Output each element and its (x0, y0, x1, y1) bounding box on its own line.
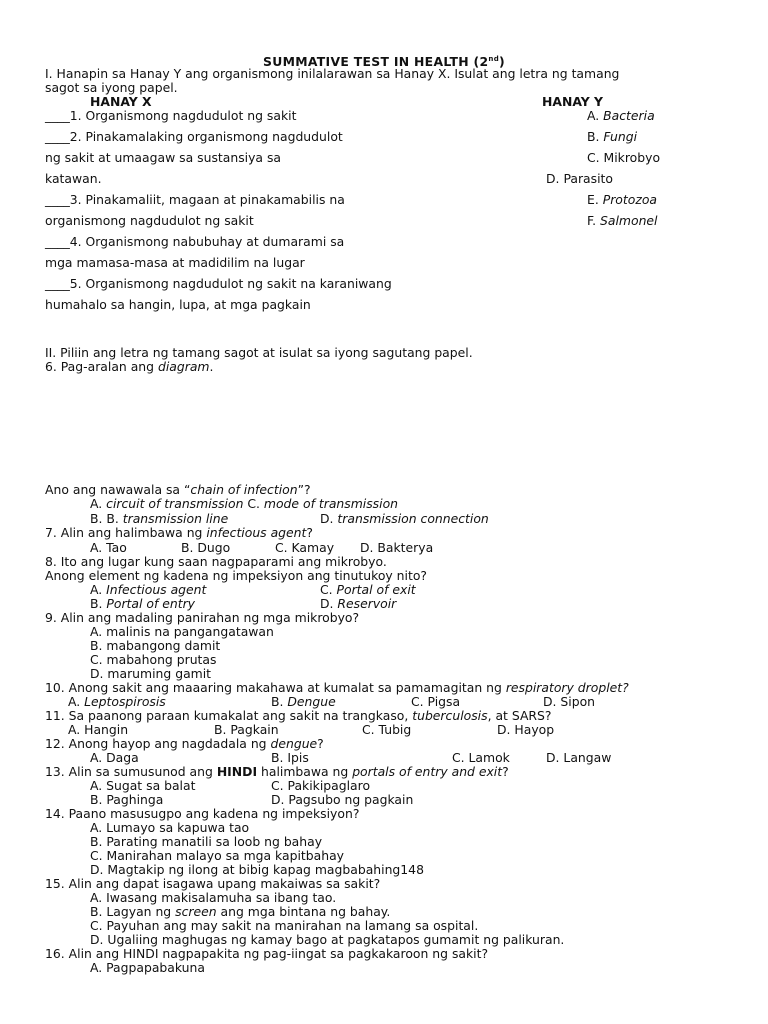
option: A. Lumayo sa kapuwa tao (90, 820, 250, 835)
question-15: 15. Alin ang dapat isagawa upang makaiwas sa sakit? (45, 876, 381, 891)
option: A. Pagpapabakuna (90, 960, 205, 975)
question-10: 10. Anong sakit ang maaaring makahawa at kumalat sa pamamagitan ng respiratory droplet? (45, 680, 629, 695)
option: A. Leptospirosis (68, 694, 166, 709)
hanay-x-item: ng sakit at umaagaw sa sustansiya sa (45, 150, 282, 165)
hanay-x-item: ____5. Organismong nagdudulot ng sakit na karaniwang (45, 276, 392, 291)
question-13: 13. Alin sa sumusunod ang HINDI halimbawa ng portals of entry and exit? (45, 764, 509, 779)
option: D. Sipon (543, 694, 596, 709)
hanay-x-item: ____4. Organismong nabubuhay at dumarami sa (45, 234, 345, 249)
option: B. mabangong damit (90, 638, 221, 653)
question-6-options: D. transmission connection (320, 511, 489, 526)
option: B. Dugo (181, 540, 231, 555)
hanay-y-item: E. Protozoa (587, 192, 657, 207)
option: C. mabahong prutas (90, 652, 217, 667)
option: D. Magtakip ng ilong at bibig kapag magbabahing148 (90, 862, 424, 877)
option: D. Hayop (497, 722, 555, 737)
question-6-prompt: Ano ang nawawala sa “chain of infection”? (45, 482, 311, 497)
option: C. Manirahan malayo sa mga kapitbahay (90, 848, 344, 863)
question-11: 11. Sa paanong paraan kumakalat ang sakit na trangkaso, tuberculosis, at SARS? (45, 708, 552, 723)
hanay-x-item: organismong nagdudulot ng sakit (45, 213, 254, 228)
option: B. Paghinga (90, 792, 164, 807)
option: B. Dengue (271, 694, 336, 709)
part2-instruction: II. Piliin ang letra ng tamang sagot at isulat sa iyong sagutang papel. (45, 345, 473, 360)
hanay-x-item: ____3. Pinakamaliit, magaan at pinakamabilis na (45, 192, 345, 207)
option: C. Lamok (452, 750, 510, 765)
question-9: 9. Alin ang madaling panirahan ng mga mikrobyo? (45, 610, 360, 625)
option: A. Infectious agent (90, 582, 207, 597)
option: B. Lagyan ng screen ang mga bintana ng bahay. (90, 904, 391, 919)
option: D. Langaw (546, 750, 612, 765)
option: D. Pagsubo ng pagkain (271, 792, 414, 807)
option: D. Bakterya (360, 540, 434, 555)
question-16: 16. Alin ang HINDI nagpapakita ng pag-iingat sa pagkakaroon ng sakit? (45, 946, 489, 961)
option: C. Tubig (362, 722, 412, 737)
hanay-x-item: humahalo sa hangin, lupa, at mga pagkain (45, 297, 311, 312)
option: C. Pigsa (411, 694, 461, 709)
question-6-options: B. B. transmission line (90, 511, 229, 526)
hanay-x-item: katawan. (45, 171, 102, 186)
hanay-y-item: D. Parasito (546, 171, 613, 186)
hanay-x-heading: HANAY X (90, 94, 152, 109)
option: B. Pagkain (214, 722, 279, 737)
question-6: 6. Pag-aralan ang diagram. (45, 359, 214, 374)
option: B. Parating manatili sa loob ng bahay (90, 834, 323, 849)
question-8-cont: Anong element ng kadena ng impeksiyon ang tinutukoy nito? (45, 568, 427, 583)
question-8: 8. Ito ang lugar kung saan nagpaparami ang mikrobyo. (45, 554, 387, 569)
option: C. Payuhan ang may sakit na manirahan na lamang sa ospital. (90, 918, 479, 933)
hanay-x-item: ____2. Pinakamalaking organismong nagdudulot (45, 129, 343, 144)
hanay-y-item: B. Fungi (587, 129, 638, 144)
hanay-y-heading: HANAY Y (542, 94, 603, 109)
question-6-options: A. circuit of transmission C. mode of transmission (90, 496, 399, 511)
question-7: 7. Alin ang halimbawa ng infectious agent? (45, 525, 313, 540)
option: A. Tao (90, 540, 127, 555)
option: A. Hangin (68, 722, 129, 737)
option: C. Kamay (275, 540, 335, 555)
page-title: SUMMATIVE TEST IN HEALTH (2nd) (263, 54, 505, 69)
question-14: 14. Paano masusugpo ang kadena ng impeksiyon? (45, 806, 360, 821)
part1-instruction: I. Hanapin sa Hanay Y ang organismong inilalarawan sa Hanay X. Isulat ang letra ng tamang (45, 66, 620, 81)
option: A. Iwasang makisalamuha sa ibang tao. (90, 890, 337, 905)
option: A. malinis na pangangatawan (90, 624, 274, 639)
option: A. Sugat sa balat (90, 778, 196, 793)
hanay-y-item: F. Salmonel (587, 213, 658, 228)
option: D. Ugaliing maghugas ng kamay bago at pagkatapos gumamit ng palikuran. (90, 932, 565, 947)
option: D. maruming gamit (90, 666, 212, 681)
option: B. Portal of entry (90, 596, 196, 611)
option: B. Ipis (271, 750, 309, 765)
hanay-x-item: ____1. Organismong nagdudulot ng sakit (45, 108, 297, 123)
option: D. Reservoir (320, 596, 397, 611)
hanay-y-item: C. Mikrobyo (587, 150, 661, 165)
option: C. Pakikipaglaro (271, 778, 371, 793)
hanay-y-item: A. Bacteria (587, 108, 655, 123)
option: A. Daga (90, 750, 139, 765)
question-12: 12. Anong hayop ang nagdadala ng dengue? (45, 736, 324, 751)
part1-instruction-cont: sagot sa iyong papel. (45, 80, 178, 95)
hanay-x-item: mga mamasa-masa at madidilim na lugar (45, 255, 305, 270)
option: C. Portal of exit (320, 582, 416, 597)
